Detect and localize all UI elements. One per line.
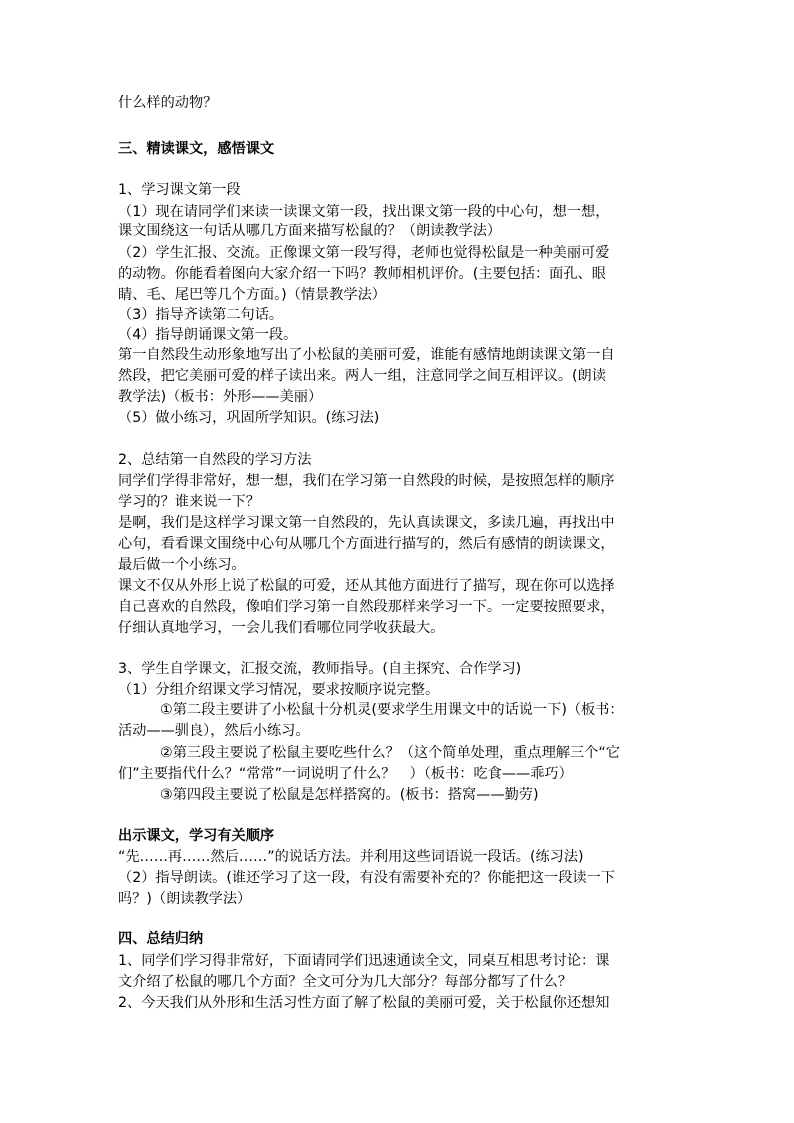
text-line: 最后做一个小练习。 [118,557,246,573]
subsection-heading: 1、学习课文第一段 [118,182,241,198]
list-item: ③第四段主要说了松鼠是怎样搭窝的。(板书：搭窝——勤劳) [160,787,539,803]
list-item: ②第三段主要说了松鼠主要吃些什么？（这个简单处理，重点理解三个“它 [160,745,620,761]
text-line: 1、同学们学习得非常好，下面请同学们迅速通读全文，同桌互相思考讨论：课 [118,953,610,969]
subsection-heading: 3、学生自学课文，汇报交流，教师指导。(自主探究、合作学习) [118,661,522,677]
section-heading: 三、精读课文，感悟课文 [118,141,275,157]
text-line: （4）指导朗诵课文第一段。 [118,327,298,343]
text-line: （2）指导朗读。(谁还学习了这一段，有没有需要补充的？你能把这一段读一下 [118,870,615,886]
subsection-heading: 2、总结第一自然段的学习方法 [118,452,312,468]
text-line: 什么样的动物？ [118,95,218,111]
text-line: 然段，把它美丽可爱的样子读出来。两人一组，注意同学之间互相评议。(朗读 [118,368,606,384]
text-line: 的动物。你能看着图向大家介绍一下吗？教师相机评价。(主要包括：面孔、眼 [118,266,606,282]
text-line: 仔细认真地学习，一会儿我们看哪位同学收获最大。 [118,620,445,636]
text-line: “先……再……然后……”的说话方法。并利用这些词语说一段话。(练习法) [118,849,584,865]
text-line: 们”主要指代什么？“常常”一词说明了什么？ ）（板书：吃食——乖巧） [118,766,573,782]
text-line: 文介绍了松鼠的哪几个方面？全文可分为几大部分？每部分都写了什么？ [118,974,573,990]
text-line: 同学们学得非常好，想一想，我们在学习第一自然段的时候，是按照怎样的顺序 [118,473,615,489]
text-line: 第一自然段生动形象地写出了小松鼠的美丽可爱，谁能有感情地朗读课文第一自 [118,347,615,363]
text-line: 课文围绕这一句话从哪几方面来描写松鼠的？（朗读教学法） [118,223,502,239]
text-line: 学习的？谁来说一下？ [118,494,260,510]
text-line: （2）学生汇报、交流。正像课文第一段写得，老师也觉得松鼠是一种美丽可爱 [118,245,610,261]
text-line: （1）分组介绍课文学习情况，要求按顺序说完整。 [118,682,440,698]
text-line: 2、今天我们从外形和生活习性方面了解了松鼠的美丽可爱，关于松鼠你还想知 [118,995,610,1011]
text-line: （1）现在请同学们来读一读课文第一段，找出课文第一段的中心句，想一想， [118,204,610,220]
section-heading: 四、总结归纳 [118,931,204,947]
text-line: 是啊，我们是这样学习课文第一自然段的，先认真读课文，多读几遍，再找出中 [118,515,615,531]
section-heading: 出示课文，学习有关顺序 [118,828,275,844]
list-item: ①第二段主要讲了小松鼠十分机灵(要求学生用课文中的话说一下)（板书： [160,702,624,718]
text-line: 教学法)（板书：外形——美丽） [118,389,323,405]
text-line: 吗？)（朗读教学法） [118,891,252,907]
text-line: 睛、毛、尾巴等几个方面。)（情景教学法） [118,287,386,303]
text-line: 课文不仅从外形上说了松鼠的可爱，还从其他方面进行了描写，现在你可以选择 [118,578,615,594]
text-line: 心句，看看课文围绕中心句从哪几个方面进行描写的，然后有感情的朗读课文， [118,536,615,552]
text-line: 活动——驯良），然后小练习。 [118,723,310,739]
text-line: 自己喜欢的自然段，像咱们学习第一自然段那样来学习一下。一定要按照要求， [118,599,615,615]
text-line: （3）指导齐读第二句话。 [118,307,284,323]
text-line: （5）做小练习，巩固所学知识。(练习法) [118,410,380,426]
